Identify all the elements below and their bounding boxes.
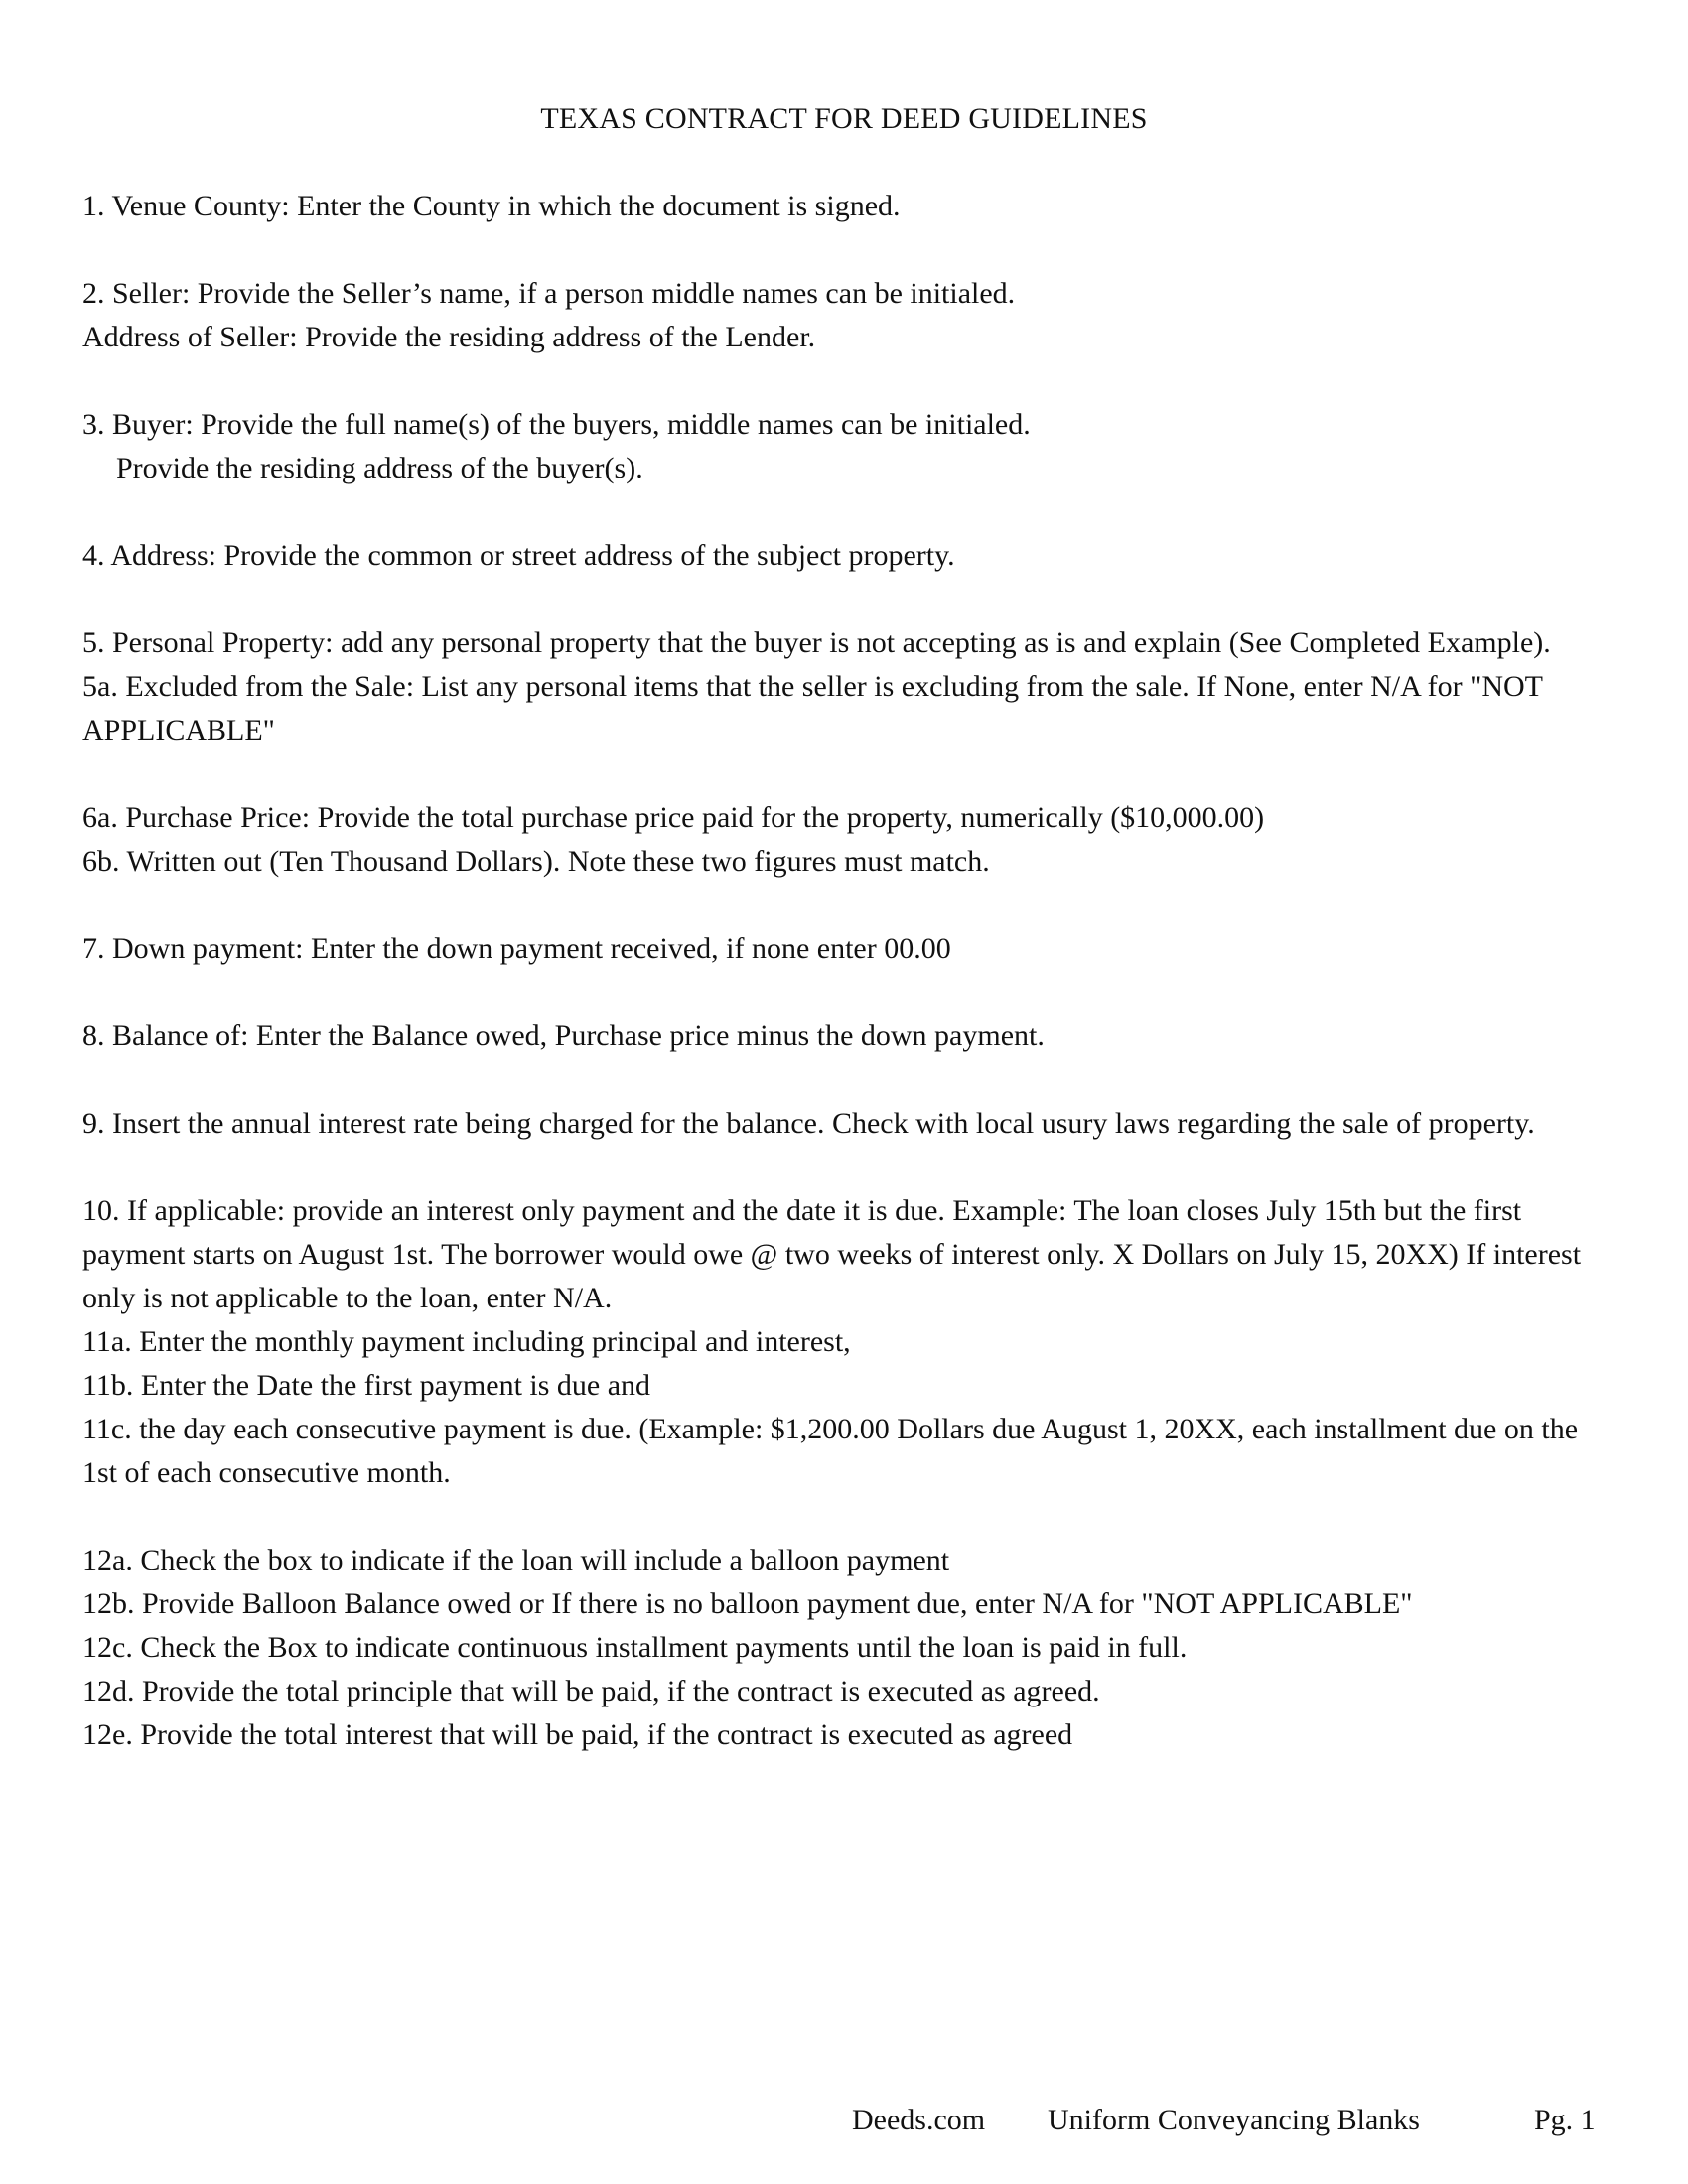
paragraph-line: 11b. Enter the Date the first payment is due and	[82, 1369, 651, 1402]
paragraph-line: 1. Venue County: Enter the County in which the document is signed.	[82, 190, 901, 222]
section-seller	[82, 272, 1612, 359]
section-balloon	[82, 1539, 1612, 1757]
paragraph-line: 9. Insert the annual interest rate being charged for the balance. Check with local usury laws regarding the sale of property.	[82, 1107, 1535, 1140]
section-balance	[82, 1015, 1612, 1058]
paragraph-line: 6a. Purchase Price: Provide the total purchase price paid for the property, numerically ($10,000.00)	[82, 801, 1265, 834]
paragraph-line: 4. Address: Provide the common or street address of the subject property.	[82, 539, 955, 572]
section-address	[82, 534, 1612, 578]
paragraph-line: 5. Personal Property: add any personal property that the buyer is not accepting as is and explain (See Completed Example).	[82, 626, 1551, 659]
paragraph-line: 12b. Provide Balloon Balance owed or If there is no balloon payment due, enter N/A for "NOT APPLICABLE"	[82, 1587, 1413, 1620]
paragraph-line: 5a. Excluded from the Sale: List any personal items that the seller is excluding from the sale. If None, enter N/A for "NOT APPLICABLE"	[82, 670, 1543, 747]
section-buyer	[82, 403, 1612, 490]
paragraph-line: 3. Buyer: Provide the full name(s) of the buyers, middle names can be initialed.	[82, 408, 1031, 441]
paragraph-line: Provide the residing address of the buyer(s).	[116, 452, 643, 484]
section-interest-rate	[82, 1102, 1612, 1146]
paragraph-line: 11a. Enter the monthly payment including principal and interest,	[82, 1325, 851, 1358]
paragraph-line: 8. Balance of: Enter the Balance owed, Purchase price minus the down payment.	[82, 1020, 1045, 1052]
paragraph-line: 12c. Check the Box to indicate continuous installment payments until the loan is paid in full.	[82, 1631, 1188, 1664]
paragraph-line: 10. If applicable: provide an interest only payment and the date it is due. Example: The loan closes July 15th but the first payment starts on August 1st. The borrower would owe @ two weeks of interest only. X Dollars on July 15, 20XX) If interest only is not applicable to the loan, enter N/A.	[82, 1194, 1582, 1314]
paragraph-line: Address of Seller: Provide the residing address of the Lender.	[82, 321, 816, 353]
section-purchase-price	[82, 796, 1612, 884]
paragraph-line: 2. Seller: Provide the Seller’s name, if a person middle names can be initialed.	[82, 277, 1016, 310]
section-payments	[82, 1189, 1612, 1495]
paragraph-line: 7. Down payment: Enter the down payment received, if none enter 00.00	[82, 932, 951, 965]
paragraph-line: 6b. Written out (Ten Thousand Dollars). Note these two figures must match.	[82, 845, 990, 878]
section-personal-property	[82, 621, 1612, 752]
page-title: TEXAS CONTRACT FOR DEED GUIDELINES	[540, 102, 1148, 135]
paragraph-line: 12e. Provide the total interest that will be paid, if the contract is executed as agreed	[82, 1718, 1073, 1751]
footer-series: Uniform Conveyancing Blanks	[1048, 2104, 1420, 2136]
footer-page-number: Pg. 1	[1534, 2104, 1596, 2136]
paragraph-line: 12a. Check the box to indicate if the loan will include a balloon payment	[82, 1544, 950, 1576]
paragraph-line: 12d. Provide the total principle that will be paid, if the contract is executed as agreed.	[82, 1675, 1100, 1707]
footer-site: Deeds.com	[852, 2104, 986, 2136]
paragraph-line: 11c. the day each consecutive payment is due. (Example: $1,200.00 Dollars due August 1, 20XX, each installment due on the 1st of each consecutive month.	[82, 1413, 1579, 1489]
section-down-payment	[82, 927, 1612, 971]
guidelines-body	[82, 185, 1612, 1801]
section-venue-county	[82, 185, 1612, 228]
